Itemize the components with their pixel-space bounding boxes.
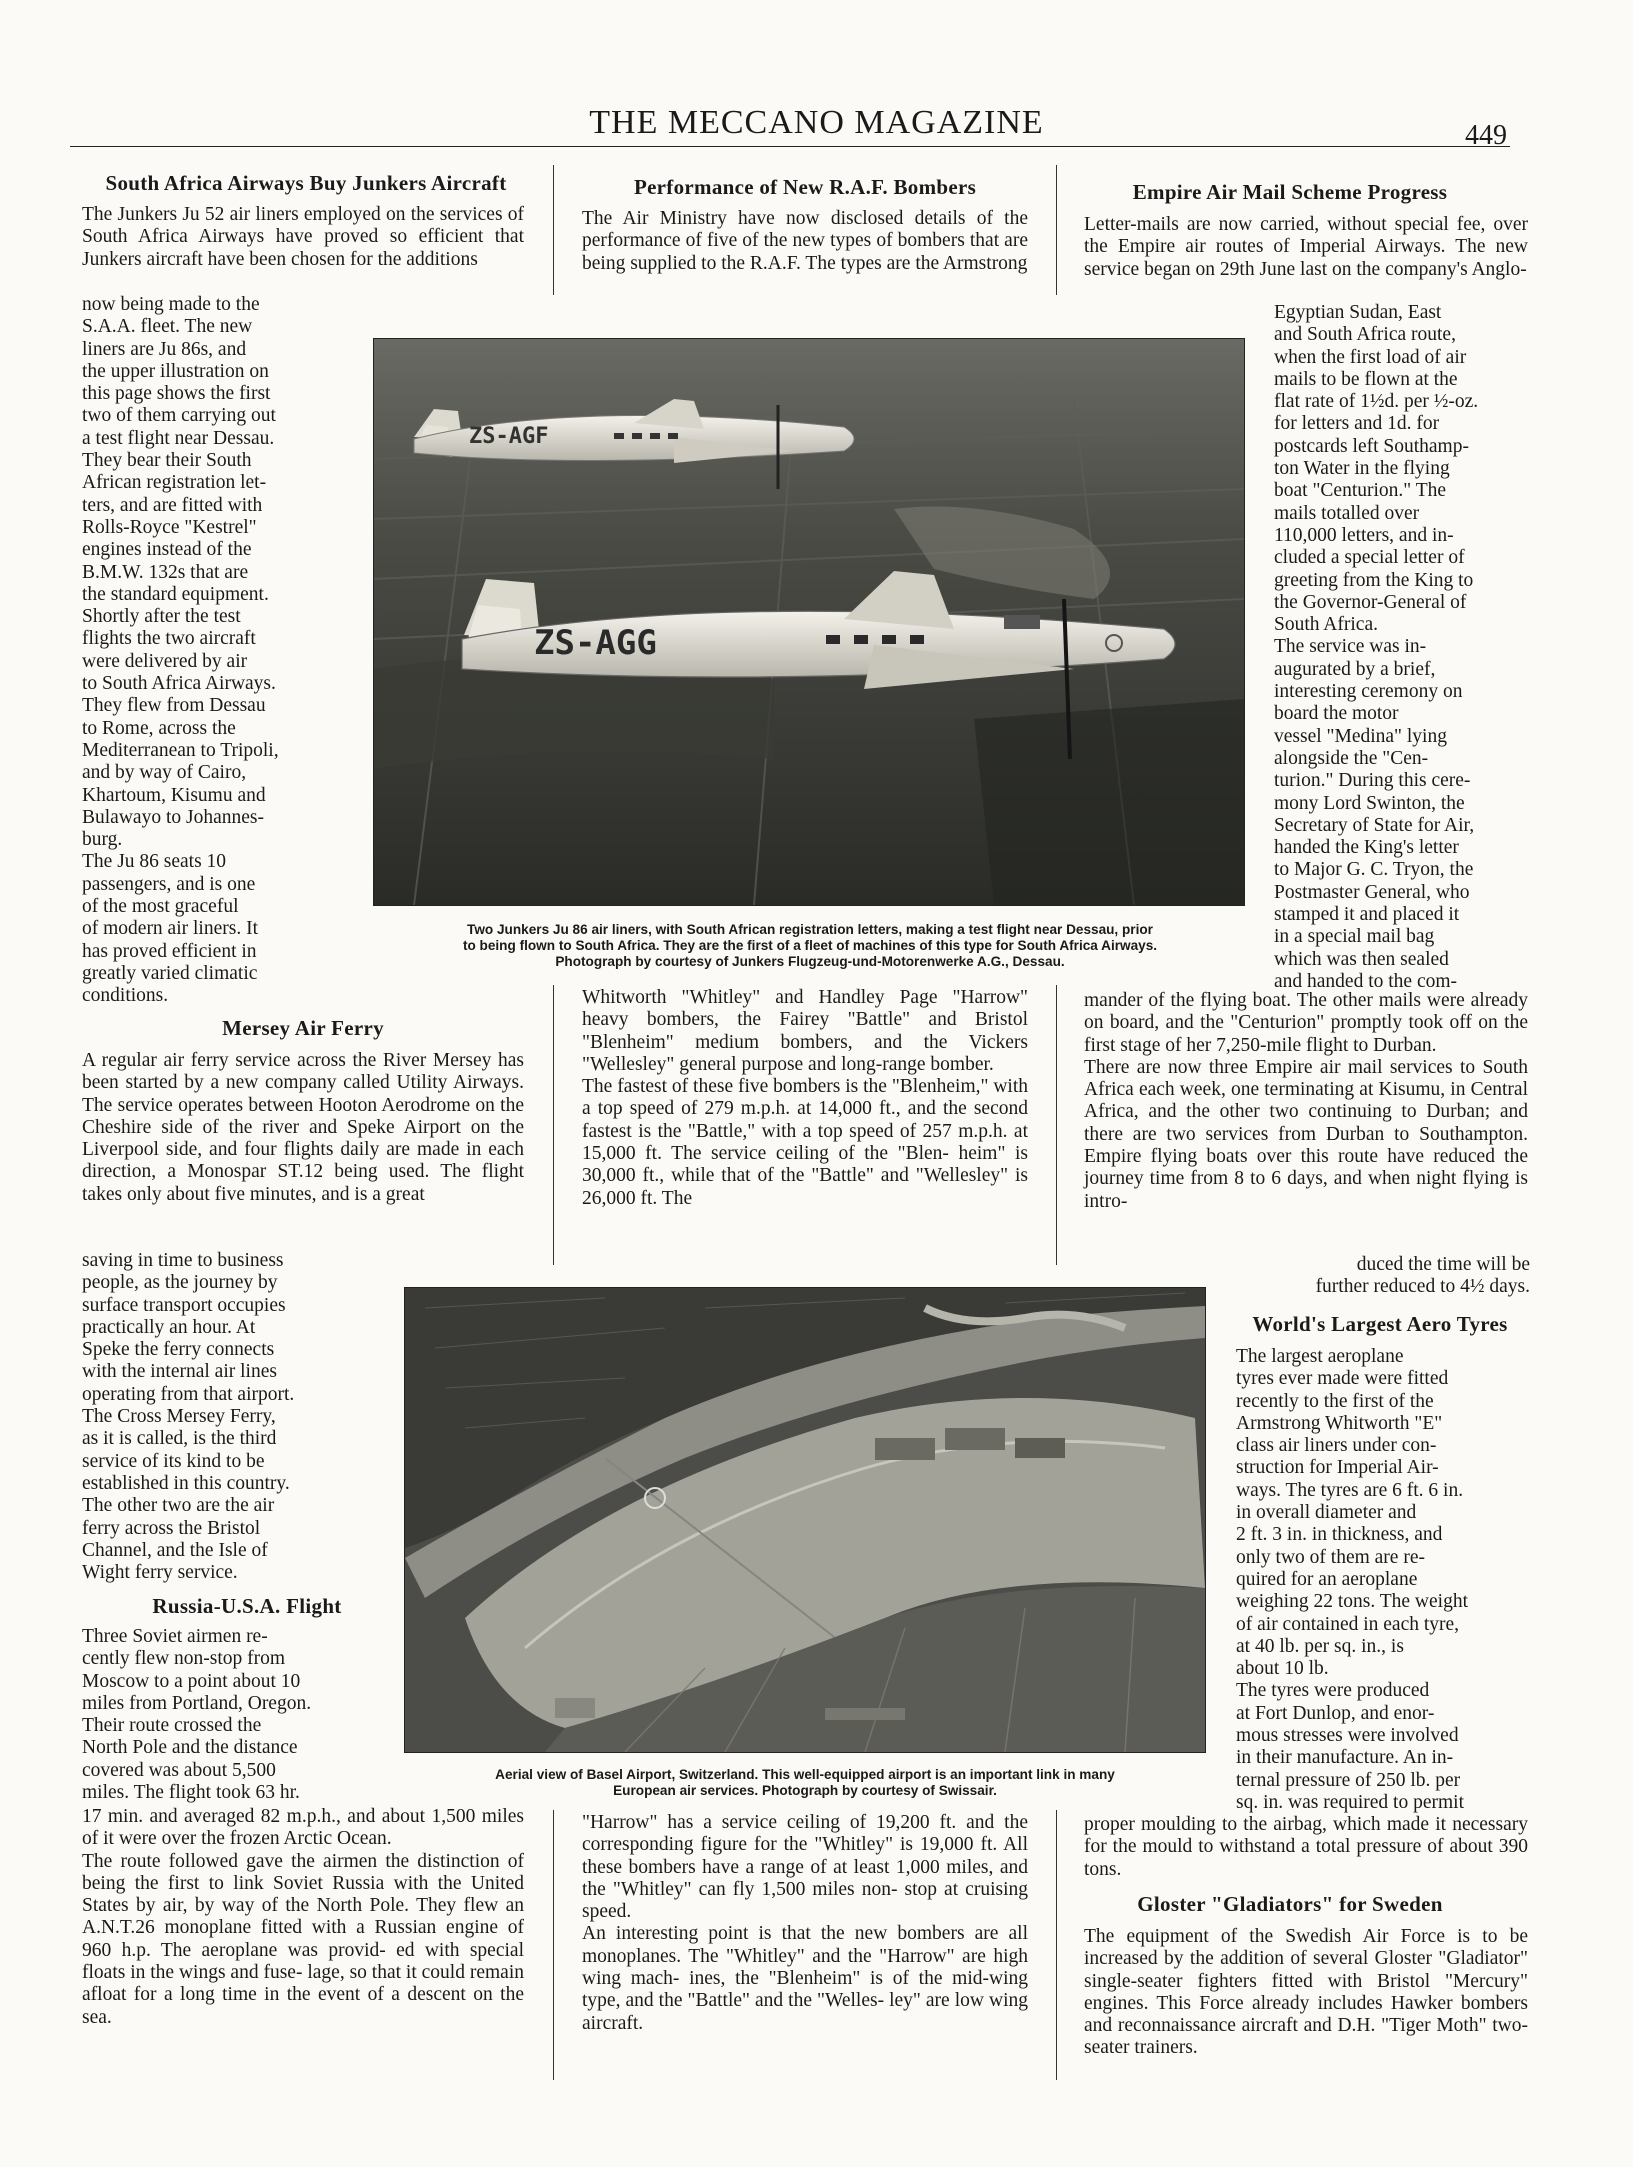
aero-tyres-heading: World's Largest Aero Tyres (1252, 1312, 1508, 1336)
air-mail-heading: Empire Air Mail Scheme Progress (1132, 180, 1448, 204)
registration-zs-agf: ZS-AGF (469, 424, 549, 449)
russia-continued: 17 min. and averaged 82 m.p.h., and about 1,500 miles of it were over the frozen Arctic Ocean. The route followed gave the airmen the distinction of being the first to link Soviet Russia with the United States by air, by way of the North Pole. They flew an A.N.T.26 monoplane fitted with a Russian engine of 960 h.p. The aeroplane was provid- ed with special floats in the wings and fuse- lage, so that it could remain afloat for a long time in the event of a descent on the sea. (82, 1806, 524, 2028)
mersey-intro: A regular air ferry service across the River Mersey has been started by a new company called Utility Airways. The service operates between Hooton Aerodrome on the Cheshire side of the river and Speke Airport on the Liverpool side, and four flights daily are made in each direction, a Monospar ST.12 being used. The flight takes only about five minutes, and is a great (82, 1050, 524, 1205)
page-number: 449 (1465, 120, 1507, 151)
basel-airport-photo (404, 1287, 1206, 1753)
air-mail-intro: Letter-mails are now carried, without special fee, over the Empire air routes of Imperial Airways. The new service began on 29th June last on the company's Anglo- (1084, 214, 1528, 280)
south-africa-heading: South Africa Airways Buy Junkers Aircraft (105, 171, 507, 195)
column-divider-1 (553, 165, 554, 295)
south-africa-intro: The Junkers Ju 52 air liners employed on the services of South Africa Airways have proved so efficient that Junkers aircraft have been chosen for the additions (82, 204, 524, 270)
column-divider-2 (1056, 165, 1057, 295)
mersey-heading: Mersey Air Ferry (222, 1016, 384, 1040)
junkers-photo-caption: Two Junkers Ju 86 air liners, with South African registration letters, making a test flight near Dessau, prior to being flown to South Africa. They are the first of a fleet of machines of this type for South Africa Airways. Photograph by courtesy of Junkers Flugzeug-und-Motorenwerke A.G., Dessau. (462, 922, 1158, 969)
raf-bombers-continued: "Harrow" has a service ceiling of 19,200 ft. and the corresponding figure for the "Whitley" is 19,000 ft. All these bombers have a range of at least 1,000 miles, and the "Whitley" can fly 1,500 miles non- stop at cruising speed. An interesting point is that the new bombers are all monoplanes. The "Whitley" and the "Harrow" are high wing mach- ines, the "Blenheim" is of the mid-wing type, and the "Battle" and the "Welles- ley" are low wing aircraft. (582, 1812, 1028, 2034)
column-divider-4 (1056, 985, 1057, 1265)
aero-tyres-continued: proper moulding to the airbag, which made it necessary for the mould to withstand a total pressure of about 390 tons. (1084, 1814, 1528, 1880)
air-mail-continued: mander of the flying boat. The other mails were already on board, and the "Centurion" promptly took off on the first stage of her 7,250-mile flight to Durban. There are now three Empire air mail services to South Africa each week, one terminating at Kisumu, in Central Africa, and the other two continuing to Durban; and there are two services from Durban to Southampton. Empire flying boats over this route have reduced the journey time from 8 to 6 days, and when night flying is intro- (1084, 990, 1528, 1212)
column-divider-3 (553, 985, 554, 1265)
header-rule (70, 146, 1510, 147)
magazine-title: THE MECCANO MAGAZINE (589, 104, 1044, 141)
russia-body: Three Soviet airmen re- cently flew non-stop from Moscow to a point about 10 miles from Portland, Oregon. Their route crossed the North Pole and the distance covered was about 5,500 miles. The flight took 63 hr. (82, 1626, 312, 1804)
raf-bombers-heading: Performance of New R.A.F. Bombers (633, 175, 977, 199)
gloster-body: The equipment of the Swedish Air Force is to be increased by the addition of several Gloster "Gladiator" single-seater fighters fitted with Bristol "Mercury" engines. This Force already includes Hawker bombers and reconnaissance aircraft and D.H. "Tiger Moth" two-seater trainers. (1084, 1926, 1528, 2059)
air-mail-end: duced the time will be further reduced to 4½ days. (1315, 1254, 1530, 1298)
column-divider-6 (1056, 1810, 1057, 2080)
aero-tyres-body: The largest aeroplane tyres ever made were fitted recently to the first of the Armstrong Whitworth "E" class air liners under con- struction for Imperial Air- ways. The tyres are 6 ft. 6 in. in overall diameter and 2 ft. 3 in. in thickness, and only two of them are re- quired for an aeroplane weighing 22 tons. The weight of air contained in each tyre, at 40 lb. per sq. in., is about 10 lb. The tyres were produced at Fort Dunlop, and enor- mous stresses were involved in their manufacture. An in- ternal pressure of 250 lb. per sq. in. was required to permit (1236, 1346, 1468, 1813)
raf-bombers-body: Whitworth "Whitley" and Handley Page "Harrow" heavy bombers, the Fairey "Battle" and Bristol "Blenheim" medium bombers, and the Vickers "Wellesley" general purpose and long-range bomber. The fastest of these five bombers is the "Blenheim," with a top speed of 279 m.p.h. at 14,000 ft., and the second fastest is the "Battle," with a top speed of 257 m.p.h. at 15,000 ft. The service ceiling of the "Blen- heim" is 30,000 ft., while that of the "Battle" and "Wellesley" is 26,000 ft. The (582, 987, 1028, 1209)
column-divider-5 (553, 1810, 554, 2080)
russia-heading: Russia-U.S.A. Flight (152, 1594, 342, 1618)
south-africa-body: now being made to the S.A.A. fleet. The new liners are Ju 86s, and the upper illustration on this page shows the first two of them carrying out a test flight near Dessau. They bear their South African registration let- ters, and are fitted with Rolls-Royce "Kestrel" engines instead of the B.M.W. 132s that are the standard equipment. Shortly after the test flights the two aircraft were delivered by air to South Africa Airways. They flew from Dessau to Rome, across the Mediterranean to Tripoli, and by way of Cairo, Khartoum, Kisumu and Bulawayo to Johannes- burg. The Ju 86 seats 10 passengers, and is one of the most graceful of modern air liners. It has proved efficient in greatly varied climatic conditions. (82, 294, 279, 1007)
basel-airport-caption: Aerial view of Basel Airport, Switzerland. This well-equipped airport is an important link in many European air services. Photograph by courtesy of Swissair. (495, 1767, 1115, 1798)
raf-bombers-intro: The Air Ministry have now disclosed details of the performance of five of the new types of bombers that are being supplied to the R.A.F. The types are the Armstrong (582, 208, 1028, 274)
registration-zs-agg: ZS-AGG (534, 623, 657, 663)
air-mail-body: Egyptian Sudan, East and South Africa route, when the first load of air mails to be flown at the flat rate of 1½d. per ½-oz. for letters and 1d. for postcards left Southamp- ton Water in the flying boat "Centurion." The mails totalled over 110,000 letters, and in- cluded a special letter of greeting from the King to the Governor-General of South Africa. The service was in- augurated by a brief, interesting ceremony on board the motor vessel "Medina" lying alongside the "Cen- turion." During this cere- mony Lord Swinton, the Secretary of State for Air, handed the King's letter to Major G. C. Tryon, the Postmaster General, who stamped it and placed it in a special mail bag which was then sealed and handed to the com- (1274, 302, 1479, 992)
gloster-heading: Gloster "Gladiators" for Sweden (1137, 1892, 1443, 1916)
mersey-body: saving in time to business people, as the journey by surface transport occupies practically an hour. At Speke the ferry connects with the internal air lines operating from that airport. The Cross Mersey Ferry, as it is called, is the third service of its kind to be established in this country. The other two are the air ferry across the Bristol Channel, and the Isle of Wight ferry service. (82, 1250, 295, 1584)
junkers-photo (373, 338, 1245, 906)
